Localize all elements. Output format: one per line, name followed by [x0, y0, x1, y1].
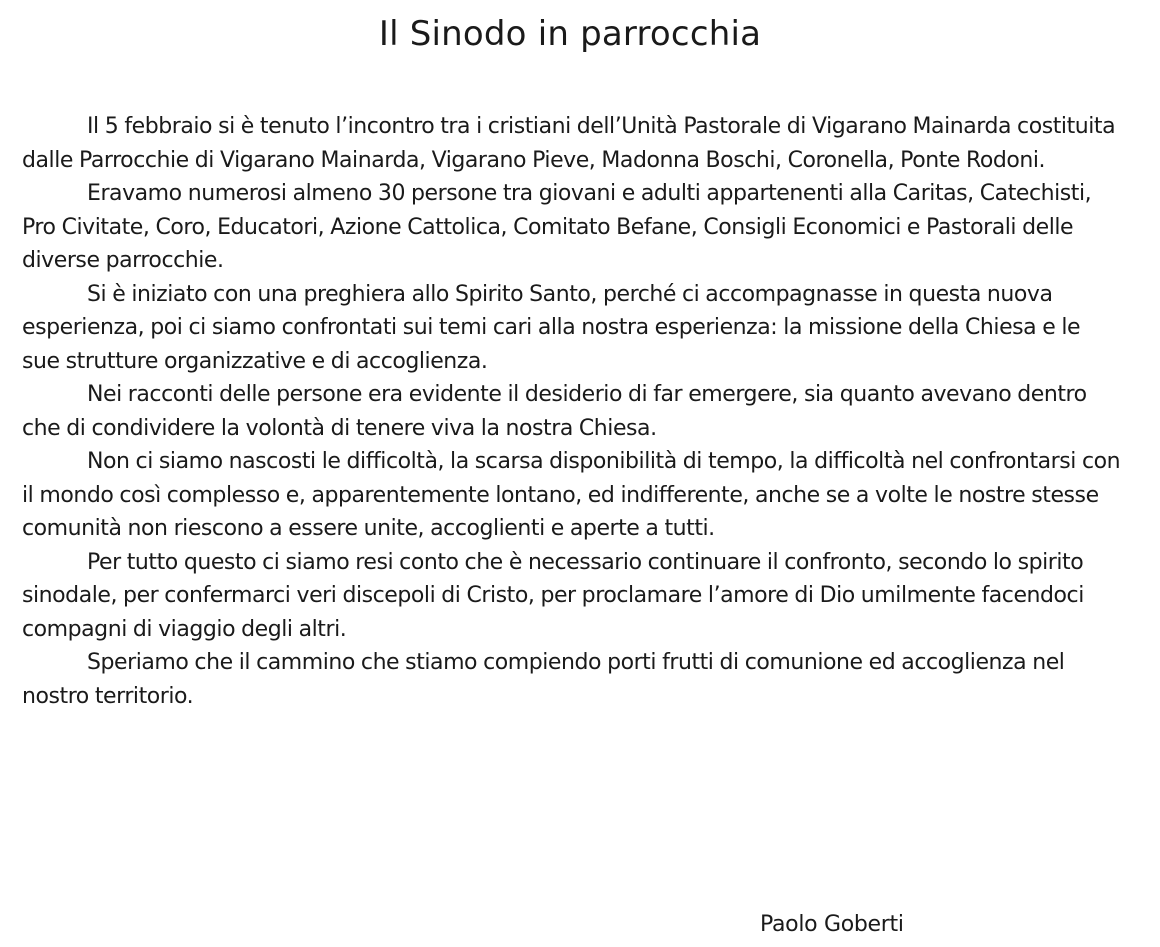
- paragraph-6: Per tutto questo ci siamo resi conto che è necessario continuare il confronto, secondo lo spirito sinodale, per confermarci veri discepoli di Cristo, per proclamare l’amore di Dio umilmente facendoci compagni di viaggio degli altri.: [22, 549, 1084, 642]
- paragraph-5: Non ci siamo nascosti le difficoltà, la scarsa disponibilità di tempo, la difficoltà nel confrontarsi con il mondo così complesso e, apparentemente lontano, ed indifferente, anche se a volte le nostre stesse comunità non riescono a essere unite, accoglienti e aperte a tutti.: [22, 449, 1121, 541]
- author-signature: Paolo Goberti: [760, 912, 904, 937]
- document-body: [22, 110, 1122, 713]
- paragraph-2: Eravamo numerosi almeno 30 persone tra giovani e adulti appartenenti alla Caritas, Catechisti, Pro Civitate, Coro, Educatori, Azione Cattolica, Comitato Befane, Consigli Economici e Pastorali delle diverse parrocchie.: [22, 181, 1092, 273]
- paragraph-7: Speriamo che il cammino che stiamo compiendo porti frutti di comunione ed accoglienza nel nostro territorio.: [22, 650, 1065, 709]
- paragraph-1: Il 5 febbraio si è tenuto l’incontro tra i cristiani dell’Unità Pastorale di Vigarano Mainarda costituita dalle Parrocchie di Vigarano Mainarda, Vigarano Pieve, Madonna Boschi, Coronella, Ponte Rodoni.: [22, 114, 1116, 173]
- paragraph-4: Nei racconti delle persone era evidente il desiderio di far emergere, sia quanto avevano dentro che di condividere la volontà di tenere viva la nostra Chiesa.: [22, 382, 1087, 441]
- paragraph-3: Si è iniziato con una preghiera allo Spirito Santo, perché ci accompagnasse in questa nuova esperienza, poi ci siamo confrontati sui temi cari alla nostra esperienza: la missione della Chiesa e le sue strutture organizzative e di accoglienza.: [22, 281, 1081, 374]
- document-title: Il Sinodo in parrocchia: [378, 14, 762, 54]
